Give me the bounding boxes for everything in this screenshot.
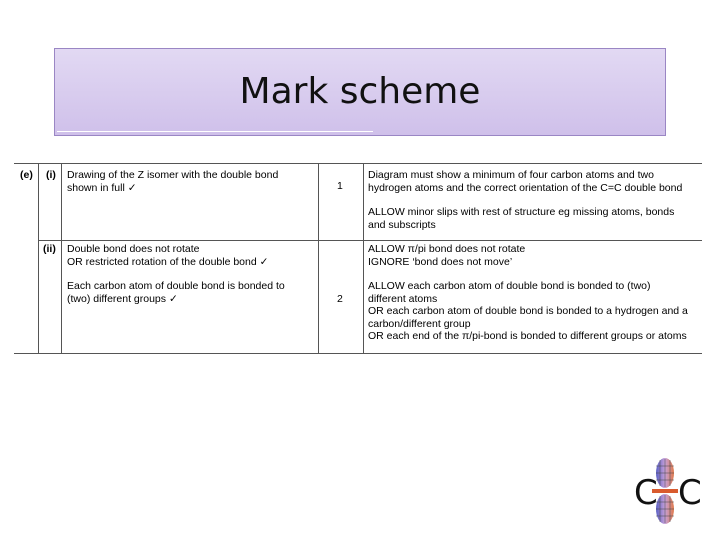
table-bottom-rule [14,353,702,354]
title-banner [54,48,666,136]
answer-text: Drawing of the Z isomer with the double bond shown in full ✓ [67,169,279,194]
guidance-text: Diagram must show a minimum of four carbon atoms and two hydrogen atoms and the correct orientation of the C=C double bond [368,169,683,194]
marks-value: 1 [337,180,343,192]
carbon-carbon-p-orbital-logo [632,458,702,524]
slide-title: Mark scheme [239,71,481,112]
svg-text:C: C [634,473,658,513]
mark-scheme-table [14,163,702,354]
row-divider [38,240,702,241]
marks-value: 2 [337,293,343,305]
answer-text: Each carbon atom of double bond is bonded to (two) different groups ✓ [67,280,285,305]
answer-text: Double bond does not rotate OR restricted rotation of the double bond ✓ [67,243,269,268]
guidance-text: ALLOW minor slips with rest of structure eg missing atoms, bonds and subscripts [368,206,675,231]
title-underline [57,131,373,132]
column-divider [38,163,39,354]
subpart-label-ii: (ii) [43,243,56,255]
column-divider [318,163,319,354]
subpart-label-i: (i) [46,169,56,181]
question-part-label: (e) [20,169,33,181]
table-top-rule [14,163,702,164]
svg-text:C: C [678,473,702,513]
column-divider [363,163,364,354]
column-divider [61,163,62,354]
guidance-text: ALLOW π/pi bond does not rotate IGNORE ‘bond does not move’ [368,243,526,268]
guidance-text: ALLOW each carbon atom of double bond is bonded to (two) different atoms OR each carbon atom of double bond is bonded to a hydrogen and a carbon/different group OR each end of the π/pi-bond is bonded to different groups or atoms [368,280,688,342]
